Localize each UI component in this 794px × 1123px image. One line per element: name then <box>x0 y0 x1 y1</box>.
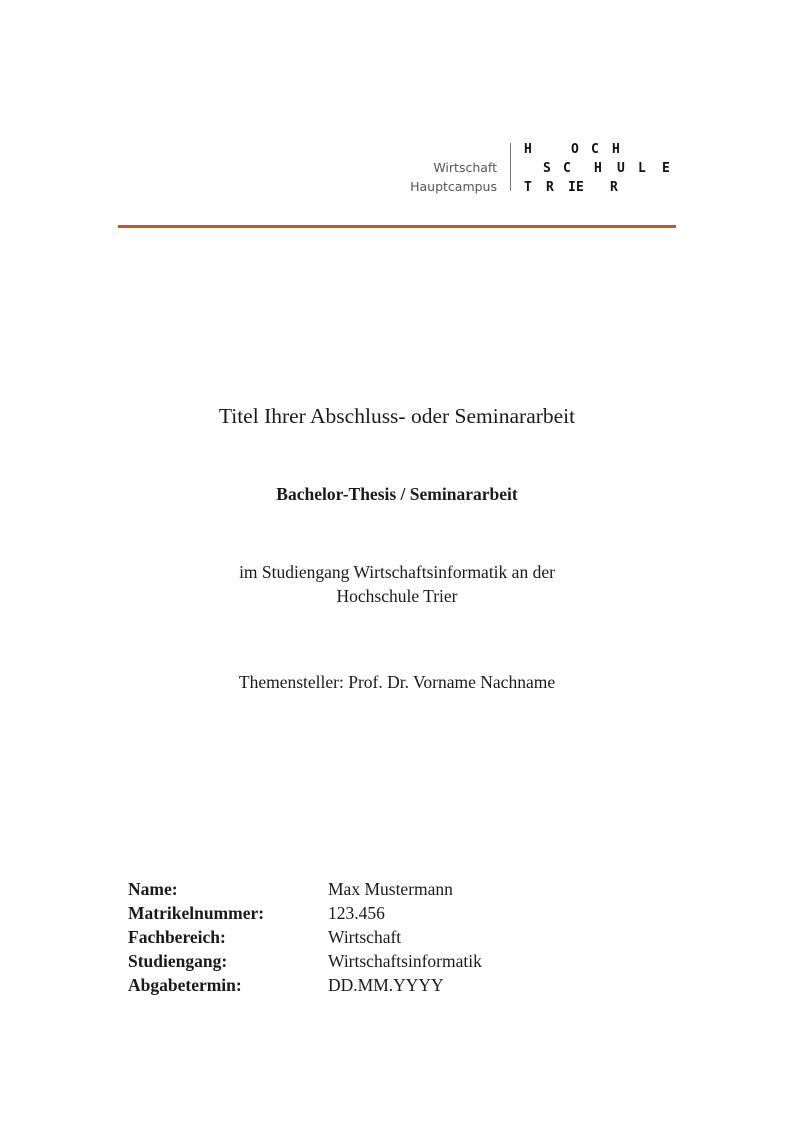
logo-divider <box>510 143 511 191</box>
logo-letter: O <box>571 142 579 157</box>
faculty-name: Wirtschaft <box>433 160 497 175</box>
info-label: Name: <box>128 879 178 899</box>
logo-letter: R <box>610 180 618 195</box>
info-row-matrikelnummer <box>128 901 482 925</box>
info-value: Wirtschaft <box>328 927 402 947</box>
logo-letter: H <box>594 161 602 176</box>
campus-name: Hauptcampus <box>410 179 497 194</box>
info-value: DD.MM.YYYY <box>328 975 444 995</box>
info-value: Wirtschaftsinformatik <box>328 951 482 971</box>
logo-letter: L <box>638 161 646 176</box>
info-label: Studiengang: <box>128 951 228 971</box>
logo-letter: S <box>543 161 551 176</box>
logo-letter: R <box>546 180 554 195</box>
info-row-studiengang <box>128 949 482 973</box>
thesis-type: Bachelor-Thesis / Seminararbeit <box>276 484 518 504</box>
logo-letter: H <box>612 142 620 157</box>
info-label: Abgabetermin: <box>128 975 242 995</box>
info-value: Max Mustermann <box>328 879 453 899</box>
logo-letter: E <box>662 161 670 176</box>
info-label: Matrikelnummer: <box>128 903 265 923</box>
logo-letter: C <box>591 142 599 157</box>
logo-letter: C <box>563 161 571 176</box>
study-program-line1: im Studiengang Wirtschaftsinformatik an der <box>239 562 555 582</box>
info-row-name <box>128 877 482 901</box>
logo-letter: I <box>568 180 576 195</box>
advisor: Themensteller: Prof. Dr. Vorname Nachname <box>238 672 556 692</box>
info-value: 123.456 <box>328 903 385 923</box>
info-label: Fachbereich: <box>128 927 226 947</box>
study-program-line2: Hochschule Trier <box>336 586 458 606</box>
study-program <box>0 560 794 608</box>
header-rule <box>118 225 676 228</box>
info-row-fachbereich <box>128 925 482 949</box>
logo-letter: U <box>617 161 625 176</box>
logo-letter: H <box>524 142 532 157</box>
logo-letter: T <box>524 180 532 195</box>
thesis-title: Titel Ihrer Abschluss- oder Seminararbeit <box>218 404 576 428</box>
student-info <box>128 877 482 997</box>
info-row-abgabetermin <box>128 973 482 997</box>
logo-letter: E <box>576 180 584 195</box>
